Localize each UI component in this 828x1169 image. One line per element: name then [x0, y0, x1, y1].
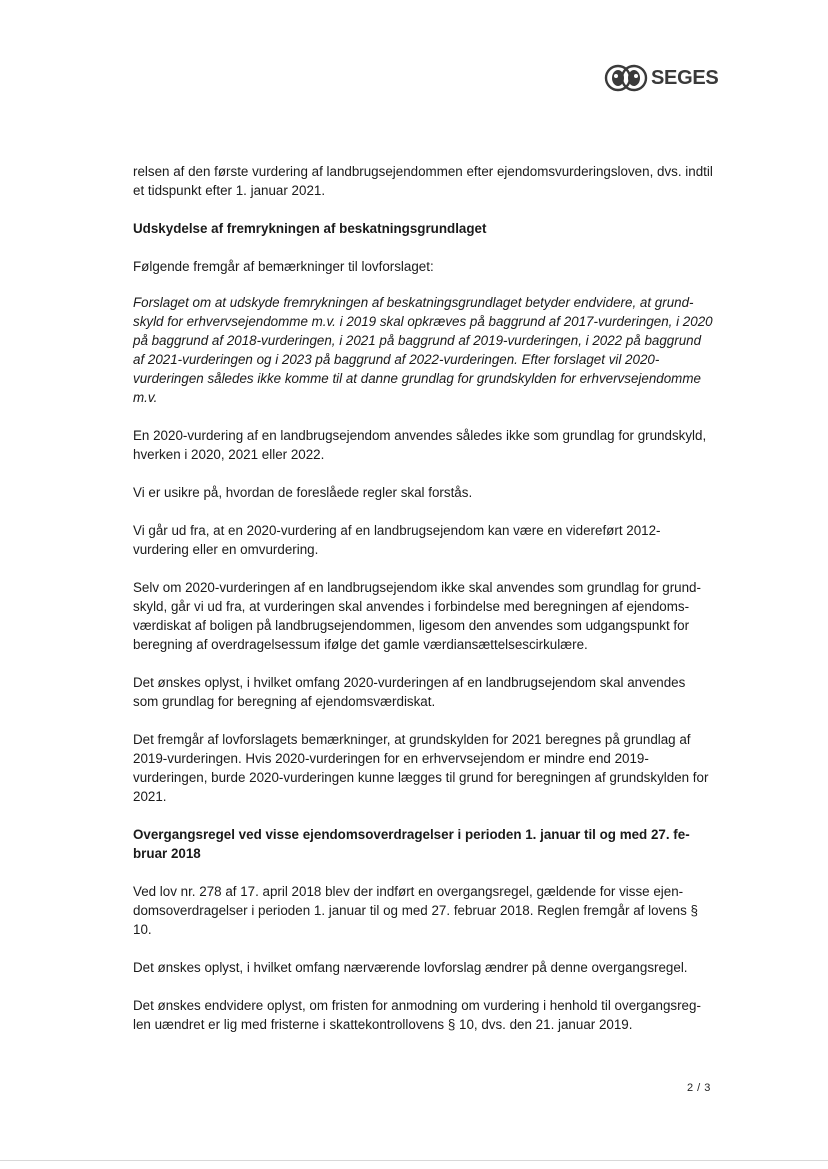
- paragraph: Det fremgår af lovforslagets bemærkninger, at grundskylden for 2021 beregnes på grundlag af 2019-vurderingen. Hvis 2020-vurderingen for en erhvervsejendom er mindre end 2019-vurderingen, burde 2020-vurderingen kunne lægges til grund for beregningen af grundskylden for 2021.: [133, 732, 709, 804]
- seges-logo-icon: [603, 64, 649, 92]
- page-number: 2 / 3: [687, 1082, 711, 1094]
- paragraph: relsen af den første vurdering af landbrugsejendommen efter ejendomsvurderingsloven, dvs. indtil et tidspunkt efter 1. januar 2021.: [133, 164, 713, 198]
- letter-body: [133, 162, 713, 1053]
- paragraph: Det ønskes oplyst, i hvilket omfang 2020-vurderingen af en landbrugsejendom skal anvendes som grundlag for beregning af ejendomsværdiskat.: [133, 675, 686, 709]
- section-heading: Overgangsregel ved visse ejendomsoverdragelser i perioden 1. januar til og med 27. februar 2018: [133, 827, 690, 861]
- page-bottom-divider: [0, 1160, 828, 1161]
- paragraph: Vi er usikre på, hvordan de foreslåede regler skal forstås.: [133, 485, 473, 500]
- section-heading: Udskydelse af fremrykningen af beskatningsgrundlaget: [133, 221, 487, 236]
- paragraph: Det ønskes oplyst, i hvilket omfang nærværende lovforslag ændrer på denne overgangsregel.: [133, 960, 688, 975]
- quoted-paragraph: Forslaget om at udskyde fremrykningen af beskatningsgrundlaget betyder endvidere, at grundskyld for erhvervsejendomme m.v. i 2019 skal opkræves på baggrund af 2017-vurderingen, i 2020 på baggrund af 2018-vurderingen, i 2021 på baggrund af 2019-vurderingen, i 2022 på baggrund af 2021-vurderingen og i 2023 på baggrund af 2022-vurderingen. Efter forslaget vil 2020-vurderingen således ikke komme til at danne grundlag for grundskylden for erhvervsejendomme m.v.: [133, 295, 713, 405]
- logo-text: SEGES: [651, 66, 719, 89]
- seges-logo: [603, 63, 723, 93]
- paragraph: Ved lov nr. 278 af 17. april 2018 blev der indført en overgangsregel, gældende for visse ejendomsoverdragelser i perioden 1. januar til og med 27. februar 2018. Reglen fremgår af lovens § 10.: [133, 884, 698, 937]
- paragraph: Selv om 2020-vurderingen af en landbrugsejendom ikke skal anvendes som grundlag for grundskyld, går vi ud fra, at vurderingen skal anvendes i forbindelse med beregningen af ejendomsværdiskat af boligen på landbrugsejendommen, ligesom den anvendes som udgangspunkt for beregning af overdragelsessum ifølge det gamle værdiansættelsescirkulære.: [133, 580, 701, 652]
- paragraph: Vi går ud fra, at en 2020-vurdering af en landbrugsejendom kan være en videreført 2012-vurdering eller en omvurdering.: [133, 523, 661, 557]
- paragraph: Det ønskes endvidere oplyst, om fristen for anmodning om vurdering i henhold til overgangsreglen uændret er lig med fristerne i skattekontrollovens § 10, dvs. den 21. januar 2019.: [133, 998, 701, 1032]
- paragraph: Følgende fremgår af bemærkninger til lovforslaget:: [133, 259, 434, 274]
- paragraph: En 2020-vurdering af en landbrugsejendom anvendes således ikke som grundlag for grundskyld, hverken i 2020, 2021 eller 2022.: [133, 428, 707, 462]
